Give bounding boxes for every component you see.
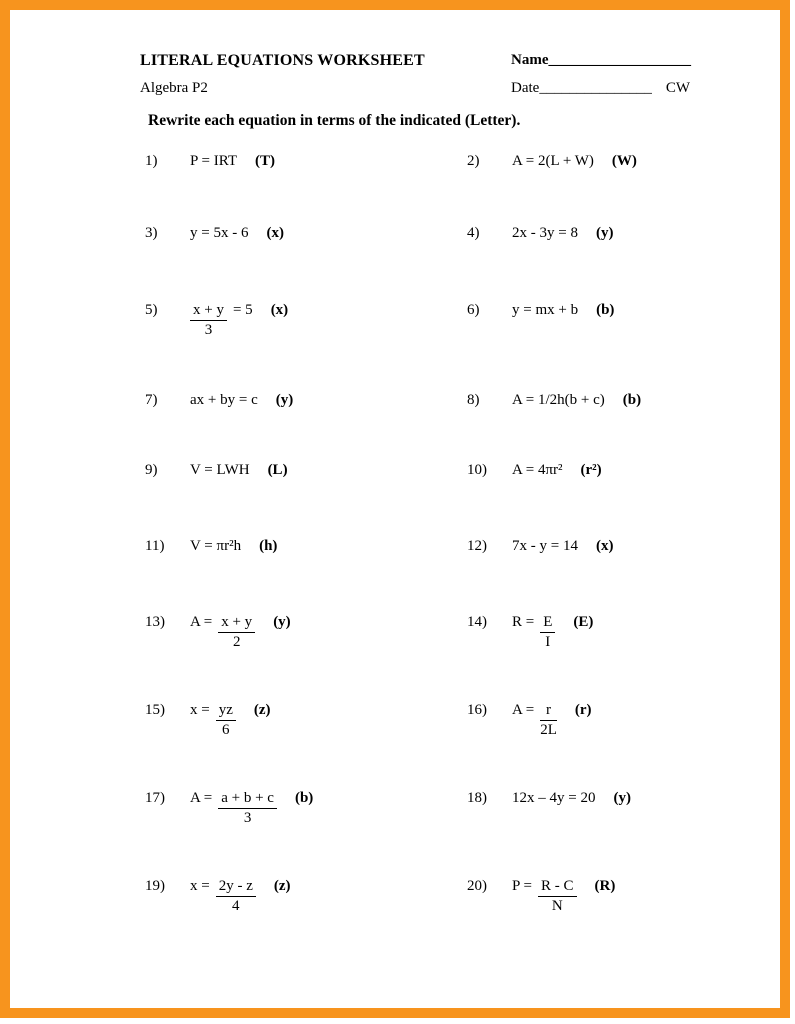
equation (512, 537, 578, 556)
answer-letter: (y) (275, 392, 294, 408)
fraction-denominator: 2 (232, 633, 241, 650)
fraction-numerator: E (540, 613, 555, 633)
answer-letter: (L) (267, 462, 288, 478)
fraction-denominator: 6 (222, 721, 230, 738)
problem-number: 17) (145, 790, 165, 806)
problem-number: 6) (467, 302, 480, 318)
problem (467, 877, 615, 916)
equation (190, 701, 236, 740)
equation (190, 391, 258, 410)
problem-number: 10) (467, 462, 487, 478)
equation-text: x = (190, 878, 210, 894)
fraction-denominator: N (551, 897, 563, 914)
name-label: Name (511, 52, 549, 68)
fraction-numerator: R - C (538, 877, 577, 897)
problem-number: 1) (145, 153, 158, 169)
problem (467, 152, 637, 171)
problem (145, 537, 277, 556)
answer-letter: (b) (294, 790, 314, 806)
answer-letter: (y) (273, 614, 291, 630)
problem-number: 20) (467, 878, 487, 894)
equation-text: A = (190, 614, 213, 630)
answer-letter: (y) (595, 225, 614, 241)
problem (145, 152, 275, 171)
equation (512, 461, 563, 480)
equation-text: 2x - 3y = 8 (512, 225, 578, 241)
answer-letter: (x) (595, 538, 614, 554)
equation-text: V = πr²h (190, 538, 242, 554)
problem (145, 224, 284, 243)
date-label: Date (511, 80, 540, 96)
answer-letter: (x) (266, 225, 284, 241)
equation-text: A = (190, 790, 213, 806)
fraction (538, 877, 577, 916)
problem-number: 3) (145, 225, 158, 241)
answer-letter: (b) (596, 302, 615, 318)
equation (190, 224, 248, 243)
fraction (216, 877, 256, 916)
equation-text: y = mx + b (512, 302, 579, 318)
problem (145, 301, 288, 340)
equation-text: 12x – 4y = 20 (512, 790, 596, 806)
fraction-denominator: 2L (540, 721, 557, 738)
answer-letter: (y) (613, 790, 631, 806)
problem (145, 789, 313, 828)
problem-number: 5) (145, 302, 158, 318)
fraction (218, 789, 277, 828)
fraction-numerator: a + b + c (218, 789, 277, 809)
equation (512, 613, 555, 652)
equation (512, 789, 595, 808)
fraction (216, 701, 236, 740)
equation (512, 224, 578, 243)
problem (145, 391, 293, 410)
equation (512, 877, 577, 916)
problem-number: 14) (467, 614, 487, 630)
problem (145, 701, 271, 740)
problem (467, 613, 593, 652)
equation (190, 152, 237, 171)
equation-text: ax + by = c (190, 392, 258, 408)
equation (190, 789, 277, 828)
fraction-denominator: I (545, 633, 551, 650)
answer-letter: (h) (259, 538, 278, 554)
problem-number: 12) (467, 538, 487, 554)
problem-number: 2) (467, 153, 480, 169)
answer-letter: (b) (622, 392, 642, 408)
equation-text: x = (190, 702, 210, 718)
problem-number: 7) (145, 392, 158, 408)
fraction-numerator: yz (216, 701, 236, 721)
answer-letter: (E) (573, 614, 594, 630)
fraction-denominator: 3 (243, 809, 252, 826)
fraction-denominator: 3 (204, 321, 213, 338)
problem (467, 461, 602, 480)
equation-text: P = IRT (190, 153, 238, 169)
fraction (218, 613, 255, 652)
course-label: Algebra P2 (140, 80, 208, 96)
problem-number: 16) (467, 702, 487, 718)
answer-letter: (x) (270, 302, 289, 318)
answer-letter: (r) (574, 702, 592, 718)
fraction (540, 701, 557, 740)
equation (190, 461, 250, 480)
problem-number: 13) (145, 614, 165, 630)
problem-number: 19) (145, 878, 165, 894)
equation (512, 391, 605, 410)
equation-text: y = 5x - 6 (190, 225, 249, 241)
instruction-text: Rewrite each equation in terms of the indicated (Letter). (148, 112, 521, 129)
equation-text: V = LWH (190, 462, 250, 478)
problem (467, 701, 592, 740)
answer-letter: (z) (273, 878, 291, 894)
name-blank-line: ___________________ (548, 52, 691, 68)
problem (467, 537, 613, 556)
problem (467, 789, 631, 808)
answer-letter: (T) (255, 153, 276, 169)
equation-text: A = 4πr² (512, 462, 563, 478)
equation-text-after-fraction: = 5 (232, 302, 253, 318)
fraction-numerator: x + y (218, 613, 255, 633)
worksheet-title: LITERAL EQUATIONS WORKSHEET (140, 52, 425, 69)
equation-text: R = (512, 614, 535, 630)
problem-number: 11) (145, 538, 165, 554)
date-blank-line: _______________ (539, 80, 652, 96)
equation-text: P = (512, 878, 532, 894)
fraction (190, 301, 227, 340)
problem-number: 9) (145, 462, 158, 478)
equation (190, 613, 255, 652)
equation (190, 537, 241, 556)
equation-text: A = 2(L + W) (512, 153, 594, 169)
cw-label: CW (665, 80, 690, 96)
problem-number: 15) (145, 702, 165, 718)
equation (512, 301, 578, 320)
problem-number: 4) (467, 225, 480, 241)
problem (467, 224, 613, 243)
answer-letter: (W) (611, 153, 637, 169)
answer-letter: (R) (594, 878, 616, 894)
equation-text: A = (512, 702, 535, 718)
problem (467, 301, 614, 320)
fraction-denominator: 4 (232, 897, 240, 914)
problem-number: 8) (467, 392, 480, 408)
problem (145, 613, 291, 652)
problem (467, 391, 641, 410)
equation (190, 301, 253, 340)
problem (145, 461, 288, 480)
equation-text: 7x - y = 14 (512, 538, 578, 554)
fraction-numerator: 2y - z (216, 877, 256, 897)
equation (190, 877, 256, 916)
problem-number: 18) (467, 790, 487, 806)
answer-letter: (z) (253, 702, 271, 718)
answer-letter: (r²) (580, 462, 602, 478)
equation (512, 701, 557, 740)
fraction (540, 613, 555, 652)
equation-text: A = 1/2h(b + c) (512, 392, 605, 408)
problem (145, 877, 291, 916)
fraction-numerator: r (540, 701, 557, 721)
equation (512, 152, 594, 171)
fraction-numerator: x + y (190, 301, 227, 321)
